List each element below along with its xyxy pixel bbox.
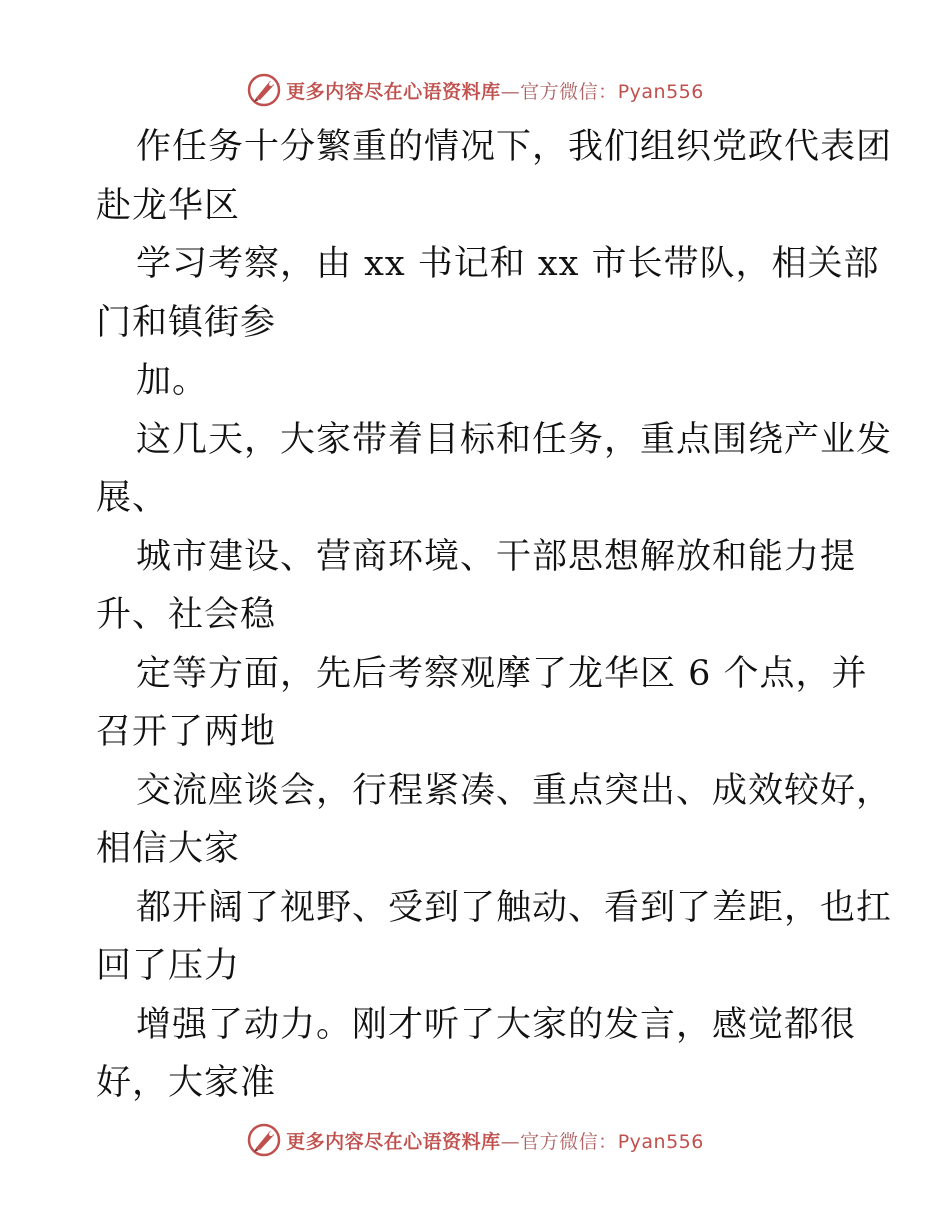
watermark-account: Pyan556: [617, 80, 704, 103]
text-line: 交流座谈会，行程紧凑、重点突出、成效较好，: [136, 770, 893, 811]
watermark-separator: —: [500, 80, 521, 103]
text-line: 增强了动力。刚才听了大家的发言，感觉都很: [136, 1004, 857, 1045]
text-line: 定等方面，先后考察观摩了龙华区 6 个点，并: [136, 653, 868, 694]
text-line: 这几天，大家带着目标和任务，重点围绕产业发: [136, 419, 893, 460]
text-line: 都开阔了视野、受到了触动、看到了差距，也扛: [136, 887, 893, 928]
text-line: 学习考察，由 xx 书记和 xx 市长带队，相关部: [136, 244, 880, 284]
watermark-label: 官方微信：: [520, 80, 618, 103]
text-line: 作任务十分繁重的情况下，我们组织党政代表团: [136, 127, 893, 167]
header-watermark: [0, 70, 950, 110]
text-line: 召开了两地: [96, 712, 277, 752]
footer-watermark: [0, 1120, 950, 1160]
text-line: 门和镇街参: [96, 302, 277, 343]
watermark-account: Pyan556: [617, 1130, 704, 1153]
text-line: 相信大家: [96, 829, 241, 869]
watermark-separator: —: [500, 1130, 521, 1153]
fountain-pen-logo-icon: [246, 1122, 282, 1158]
text-line: 城市建设、营商环境、干部思想解放和能力提: [136, 536, 857, 577]
text-line: 加。: [136, 361, 209, 401]
watermark-label: 官方微信：: [520, 1130, 618, 1153]
text-line: 回了压力: [96, 946, 241, 986]
text-line: 升、社会稳: [96, 595, 277, 635]
text-line: 赴龙华区: [96, 185, 241, 226]
document-body: [96, 118, 893, 1113]
watermark-text: [286, 77, 704, 104]
fountain-pen-logo-icon: [246, 72, 282, 108]
watermark-text: [286, 1127, 704, 1154]
watermark-brand: 更多内容尽在心语资料库: [286, 80, 501, 103]
text-line: 展、: [96, 478, 169, 518]
watermark-brand: 更多内容尽在心语资料库: [286, 1130, 501, 1153]
text-line: 好，大家准: [96, 1063, 277, 1103]
